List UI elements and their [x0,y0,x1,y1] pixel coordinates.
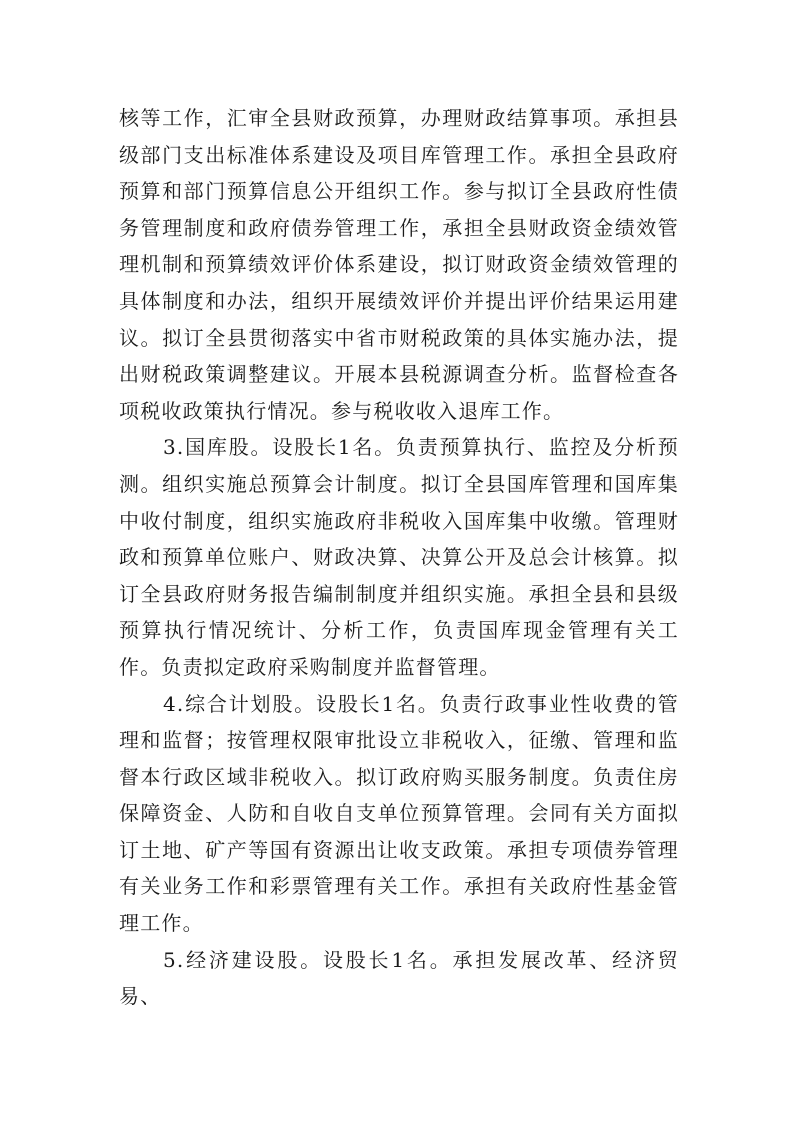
paragraph-planning-section: 4.综合计划股。设股长1名。负责行政事业性收费的管理和监督；按管理权限审批设立非税收入，征缴、管理和监督本行政区域非税收入。拟订政府购买服务制度。负责住房保障资金、人防和自收自支单位预算管理。会同有关方面拟订土地、矿产等国有资源出让收支政策。承担专项债券管理有关业务工作和彩票管理有关工作。承担有关政府性基金管理工作。 [119,691,679,936]
paragraph-economic-construction-section: 5.经济建设股。设股长1名。承担发展改革、经济贸易、 [119,947,679,1009]
document-body [119,100,679,1015]
paragraph-treasury-section: 3.国库股。设股长1名。负责预算执行、监控及分析预测。组织实施总预算会计制度。拟订全县国库管理和国库集中收付制度，组织实施政府非税收入国库集中收缴。管理财政和预算单位账户、财政决算、决算公开及总会计核算。拟订全县政府财务报告编制制度并组织实施。承担全县和县级预算执行情况统计、分析工作，负责国库现金管理有关工作。负责拟定政府采购制度并监督管理。 [119,435,679,679]
paragraph-continuation: 核等工作，汇审全县财政预算，办理财政结算事项。承担县级部门支出标准体系建设及项目库管理工作。承担全县政府预算和部门预算信息公开组织工作。参与拟订全县政府性债务管理制度和政府债券管理工作，承担全县财政资金绩效管理机制和预算绩效评价体系建设，拟订财政资金绩效管理的具体制度和办法，组织开展绩效评价并提出评价结果运用建议。拟订全县贯彻落实中省市财税政策的具体实施办法，提出财税政策调整建议。开展本县税源调查分析。监督检查各项税收政策执行情况。参与税收收入退库工作。 [119,106,679,423]
